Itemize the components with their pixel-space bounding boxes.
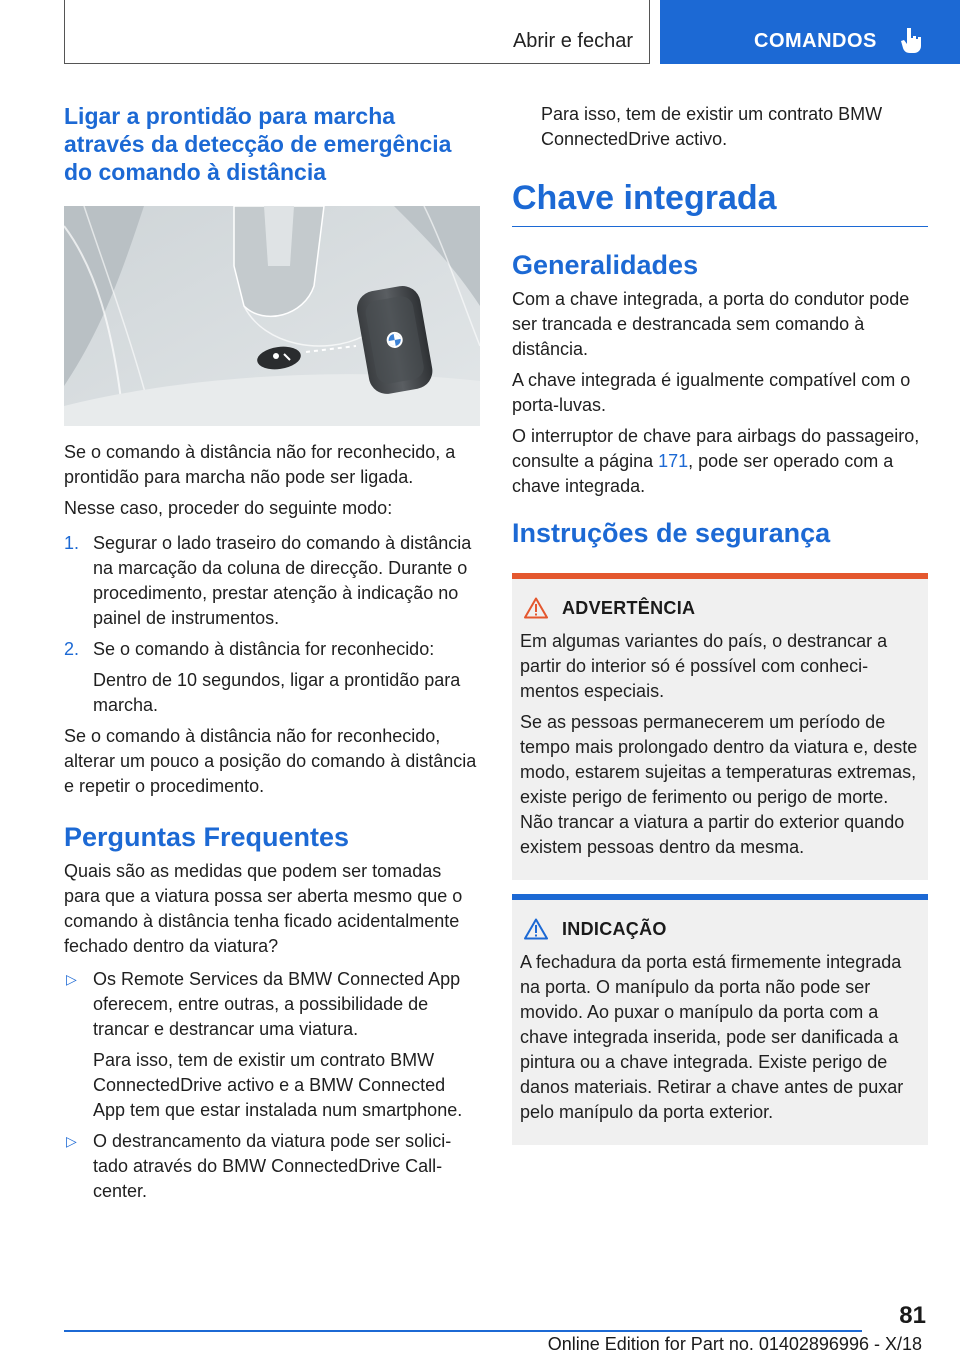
chapter-heading: Chave integrada	[512, 178, 928, 227]
footer-divider	[64, 1330, 862, 1332]
faq-heading: Perguntas Frequentes	[64, 822, 350, 852]
bullet-list	[64, 967, 480, 1204]
triangle-bullet-icon: ▷	[66, 1133, 77, 1149]
continued-paragraph: Para isso, tem de existir um contrato BMW ConnectedDrive activo.	[541, 104, 883, 149]
list-item-text: Os Remote Services da BMW Connected App oferecem, entre outras, a possibilidade de trancar e destrancar uma viatura.	[93, 969, 461, 1039]
callout-header	[520, 914, 920, 944]
warning-triangle-icon	[524, 597, 548, 619]
paragraph	[512, 424, 928, 499]
list-item	[64, 531, 480, 631]
warning-callout	[512, 573, 928, 880]
callout-text: Se as pessoas permanecerem um período de tempo mais prolongado dentro da viatura e, deste modo, estarem sujeitas a temperaturas extremas, existe perigo de ferimento ou perigo de morte. Não trancar a viatura a partir do exterior quando existem pessoas dentro da mesma.	[520, 712, 918, 857]
list-item-subtext: Dentro de 10 segundos, ligar a prontidão para marcha.	[93, 670, 461, 715]
callout-text: A fechadura da porta está firmemente integrada na porta. O manípulo da porta não pode ser movido. Ao puxar o manípulo da porta com a chave integrada inserida, pode ser danificada a pintura ou a chave integrada. Existe perigo de danos materiais. Retirar a chave antes de puxar pelo manípulo da porta exterior.	[520, 952, 904, 1122]
section-tab	[64, 0, 650, 64]
subsection-heading: Instruções de segurança	[512, 518, 831, 548]
list-item	[64, 637, 480, 718]
numbered-list	[64, 531, 480, 718]
paragraph: A chave integrada é igualmente compatível com o porta-luvas.	[512, 370, 911, 415]
paragraph: Se o comando à distância não for reconhecido, a prontidão para marcha não pode ser ligada.	[64, 442, 456, 487]
text-run: O interruptor de chave para airbags do passageiro, consulte a página	[512, 426, 920, 471]
list-item-text: O destrancamento da viatura pode ser solicitado através do BMW ConnectedDrive Callcenter.	[93, 1131, 452, 1201]
chapter-title: COMANDOS	[754, 30, 877, 52]
chapter-tab	[660, 0, 960, 64]
list-item-subtext: Para isso, tem de existir um contrato BMW ConnectedDrive activo e a BMW Connected App tem que estar instalada num smartphone.	[93, 1050, 463, 1120]
left-column	[64, 102, 480, 1204]
page-link[interactable]: 171	[658, 451, 689, 471]
list-number: 2.	[64, 639, 80, 659]
edition-text: Online Edition for Part no. 01402896996 - X/18	[547, 1334, 922, 1354]
list-number: 1.	[64, 533, 80, 553]
list-item-text: Segurar o lado traseiro do comando à distância na marcação da coluna de direcção. Durante o procedimento, prestar atenção à indicação no painel de instrumentos.	[93, 533, 472, 628]
subsection-heading: Generalidades	[512, 250, 699, 280]
text-run: , pode ser operado com a chave integrada.	[512, 451, 894, 496]
callout-text: Em algumas variantes do país, o destrancar a partir do interior só é possível com conhecimentos especiais.	[520, 631, 888, 701]
paragraph: Se o comando à distância não for reconhecido, alterar um pouco a posição do comando à distância e repetir o procedimento.	[64, 726, 477, 796]
key-fob-steering-column-illustration	[64, 206, 480, 426]
triangle-bullet-icon: ▷	[66, 971, 77, 987]
callout-header	[520, 593, 920, 623]
faq-question: Quais são as medidas que podem ser tomadas para que a viatura possa ser aberta mesmo que o comando à distância tenha ficado acidentalmente fechado dentro da viatura?	[64, 861, 463, 956]
callout-title: ADVERTÊNCIA	[562, 597, 696, 618]
paragraph: Com a chave integrada, a porta do condutor pode ser trancada e destrancada sem comando à distância.	[512, 289, 910, 359]
section-title: Abrir e fechar	[512, 30, 633, 52]
list-item	[64, 967, 480, 1123]
hand-pointing-down-icon	[898, 26, 924, 54]
list-item	[64, 1129, 480, 1204]
section-heading: Ligar a prontidão para marcha através da detecção de emergência do comando à distância	[64, 103, 452, 185]
page-number: 81	[899, 1302, 926, 1329]
paragraph: Nesse caso, proceder do seguinte modo:	[64, 498, 393, 518]
warning-triangle-icon	[524, 918, 548, 940]
list-item-text: Se o comando à distância for reconhecido:	[93, 639, 435, 659]
callout-title: INDICAÇÃO	[562, 918, 667, 939]
notice-callout	[512, 894, 928, 1145]
right-column	[512, 102, 928, 1145]
illustration-svg	[64, 206, 480, 426]
